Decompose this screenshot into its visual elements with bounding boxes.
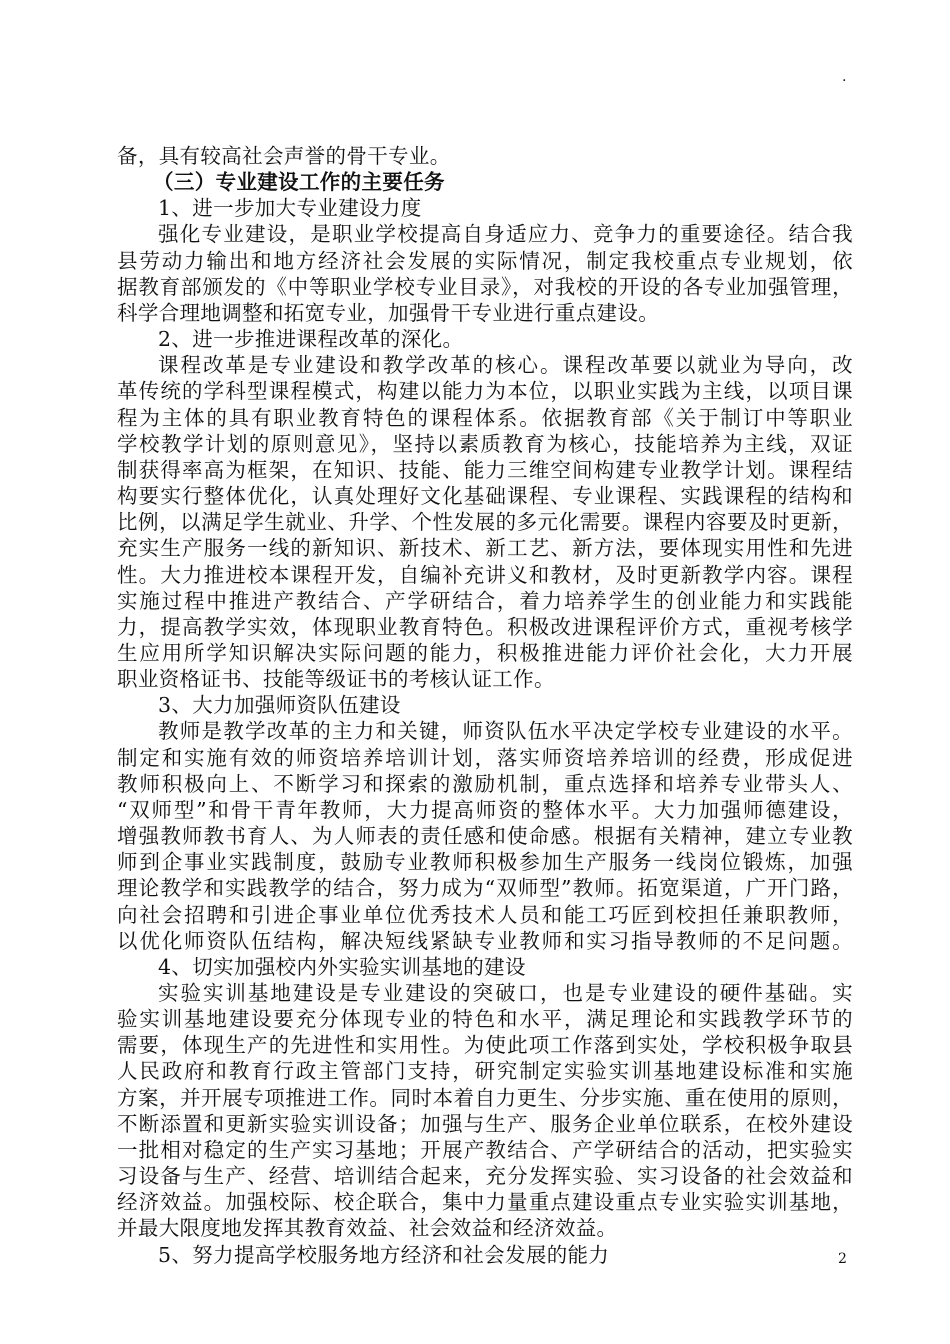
page-number: 2	[838, 1251, 847, 1267]
subheading-1: 1、进一步加大专业建设力度	[158, 196, 422, 221]
corner-mark: .	[842, 69, 847, 85]
paragraph-line: 制获得率高为框架，在知识、技能、能力三维空间构建专业教学计划。课程结	[117, 457, 853, 482]
paragraph-line: 实验实训基地建设是专业建设的突破口，也是专业建设的硬件基础。实	[158, 981, 853, 1005]
paragraph-line: 职业资格证书、技能等级证书的考核认证工作。	[117, 667, 555, 692]
paragraph-line: 教师积极向上、不断学习和探索的激励机制，重点选择和培养专业带头人、	[117, 771, 853, 796]
paragraph-line: 并最大限度地发挥其教育效益、社会效益和经济效益。	[117, 1216, 618, 1241]
subheading-2: 2、进一步推进课程改革的深化。	[158, 327, 464, 352]
paragraph-line: 经济效益。加强校际、校企联合，集中力量重点建设重点专业实验实训基地，	[117, 1190, 853, 1215]
document-body	[117, 143, 853, 1268]
paragraph-line: 一批相对稳定的生产实习基地；开展产教结合、产学研结合的活动，把实验实	[117, 1137, 853, 1162]
paragraph-line: 习设备与生产、经营、培训结合起来，充分发挥实验、实习设备的社会效益和	[117, 1164, 853, 1189]
paragraph-line: 据教育部颁发的《中等职业学校专业目录》，对我校的开设的各专业加强管理，	[117, 274, 853, 299]
paragraph-line: 科学合理地调整和拓宽专业，加强骨干专业进行重点建设。	[117, 300, 660, 325]
paragraph-line: 革传统的学科型课程模式，构建以能力为本位，以职业实践为主线，以项目课	[117, 379, 853, 404]
paragraph-line: 比例，以满足学生就业、升学、个性发展的多元化需要。课程内容要及时更新，	[117, 510, 853, 535]
paragraph-continuation-line: 备，具有较高社会声誉的骨干专业。	[117, 144, 451, 168]
paragraph-line: “双师型”和骨干青年教师，大力提高师资的整体水平。大力加强师德建设，	[117, 797, 853, 822]
paragraph-line: 不断添置和更新实验实训设备；加强与生产、服务企业单位联系，在校外建设	[117, 1111, 853, 1136]
paragraph-line: 增强教师教书育人、为人师表的责任感和使命感。根据有关精神，建立专业教	[117, 824, 853, 849]
paragraph-line: 构要实行整体优化，认真处理好文化基础课程、专业课程、实践课程的结构和	[117, 484, 853, 509]
paragraph-line: 师到企事业实践制度，鼓励专业教师积极参加生产服务一线岗位锻炼，加强	[117, 850, 853, 875]
paragraph-line: 实施过程中推进产教结合、产学研结合，着力培养学生的创业能力和实践能	[117, 588, 853, 613]
paragraph-line: 性。大力推进校本课程开发，自编补充讲义和教材，及时更新教学内容。课程	[117, 562, 853, 587]
paragraph-line: 力，提高教学实效，体现职业教育特色。积极改进课程评价方式，重视考核学	[117, 614, 853, 639]
paragraph-line: 理论教学和实践教学的结合，努力成为“双师型”教师。拓宽渠道，广开门路，	[117, 876, 853, 901]
paragraph-line: 人民政府和教育行政主管部门支持，研究制定实验实训基地建设标准和实施	[117, 1059, 853, 1084]
subheading-5: 5、努力提高学校服务地方经济和社会发展的能力	[158, 1242, 610, 1267]
paragraph-line: 课程改革是专业建设和教学改革的核心。课程改革要以就业为导向，改	[158, 353, 853, 378]
paragraph-line: 强化专业建设，是职业学校提高自身适应力、竞争力的重要途径。结合我	[158, 222, 853, 247]
paragraph-line: 以优化师资队伍结构，解决短线紧缺专业教师和实习指导教师的不足问题。	[117, 928, 853, 953]
paragraph-line: 需要，体现生产的先进性和实用性。为使此项工作落到实处，学校积极争取县	[117, 1033, 853, 1058]
paragraph-line: 县劳动力输出和地方经济社会发展的实际情况，制定我校重点专业规划，依	[117, 248, 853, 273]
subheading-3: 3、大力加强师资队伍建设	[158, 693, 401, 718]
paragraph-line: 生应用所学知识解决实际问题的能力，积极推进能力评价社会化，大力开展	[117, 640, 853, 665]
paragraph-line: 程为主体的具有职业教育特色的课程体系。依据教育部《关于制订中等职业	[117, 405, 853, 430]
paragraph-line: 制定和实施有效的师资培养培训计划，落实师资培养培训的经费，形成促进	[117, 745, 853, 770]
paragraph-line: 教师是教学改革的主力和关键，师资队伍水平决定学校专业建设的水平。	[158, 719, 853, 744]
paragraph-line: 方案，并开展专项推进工作。同时本着自力更生、分步实施、重在使用的原则，	[117, 1085, 853, 1110]
paragraph-line: 向社会招聘和引进企事业单位优秀技术人员和能工巧匠到校担任兼职教师，	[117, 902, 853, 927]
paragraph-line: 充实生产服务一线的新知识、新技术、新工艺、新方法，要体现实用性和先进	[117, 536, 853, 561]
section-heading: （三）专业建设工作的主要任务	[153, 170, 445, 195]
paragraph-line: 学校教学计划的原则意见》，坚持以素质教育为核心，技能培养为主线，双证	[117, 431, 853, 456]
paragraph-line: 验实训基地建设要充分体现专业的特色和水平，满足理论和实践教学环节的	[117, 1007, 853, 1032]
subheading-4: 4、切实加强校内外实验实训基地的建设	[158, 954, 526, 979]
